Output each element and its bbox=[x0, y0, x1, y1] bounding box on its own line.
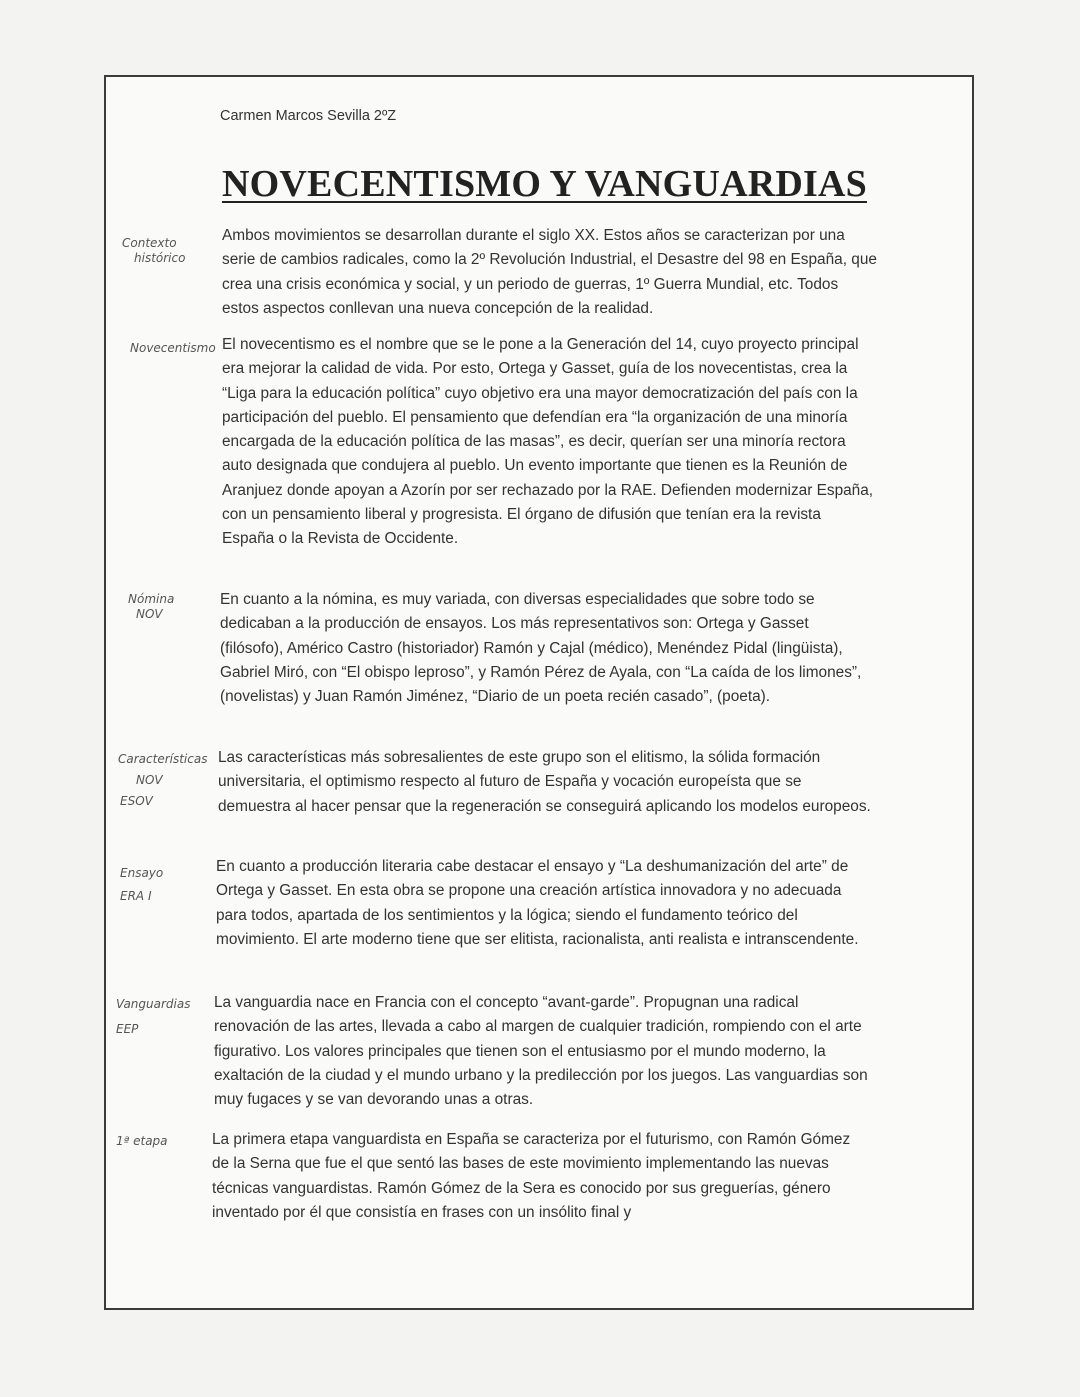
margin-note-contexto: Contexto histórico bbox=[122, 236, 186, 265]
paragraph-nomina: En cuanto a la nómina, es muy variada, con diversas especialidades que sobre todo se dedicaban a la producción de ensayos. Los más representativos son: Ortega y Gasset (filósofo), Américo Castro (historiador) Ramón y Cajal (médico), Menéndez Pidal (lingüista), Gabriel Miró, con “El obispo leproso”, y Ramón Pérez de Ayala, con “La caída de los limones”, (novelistas) y Juan Ramón Jiménez, “Diario de un poeta recién casado”, (poeta). bbox=[220, 591, 862, 706]
paragraph-contexto: Ambos movimientos se desarrollan durante el siglo XX. Estos años se caracterizan por una serie de cambios radicales, como la 2º Revolución Industrial, el Desastre del 98 en España, que crea una crisis económica y social, y un periodo de guerras, 1º Guerra Mundial, etc. Todos estos aspectos conllevan una nueva concepción de la realidad. bbox=[222, 227, 877, 317]
author-line: Carmen Marcos Sevilla 2ºZ bbox=[220, 108, 397, 124]
paragraph-ensayo: En cuanto a producción literaria cabe destacar el ensayo y “La deshumanización del arte” de Ortega y Gasset. En esta obra se propone una creación artística innovadora y no adecuada para todos, apartada de los sentimientos y la lógica; siendo el fundamento teórico del movimiento. El arte moderno tiene que ser elitista, racionalista, anti realista e intranscendente. bbox=[216, 858, 859, 948]
margin-note-ensayo: Ensayo ERA I bbox=[120, 866, 164, 903]
paragraph-vanguardias: La vanguardia nace en Francia con el concepto “avant-garde”. Propugnan una radical renovación de las artes, llevada a cabo al margen de cualquier tradición, rompiendo con el arte figurativo. Los valores principales que tienen son el entusiasmo por el mundo moderno, la exaltación de la ciudad y el mundo urbano y la predilección por los juegos. Las vanguardias son muy fugaces y se van devorando unas a otras. bbox=[214, 994, 868, 1109]
margin-note-caracteristicas: Características NOV ESOV bbox=[118, 752, 208, 808]
paragraph-novecentismo: El novecentismo es el nombre que se le pone a la Generación del 14, cuyo proyecto principal era mejorar la calidad de vida. Por esto, Ortega y Gasset, guía de los novecentistas, crea la “Liga para la educación política” cuyo objetivo era una mayor democratización del país con la participación del pueblo. El pensamiento que defendían era “la organización de una minoría encargada de la educación política de las masas”, es decir, querían ser una minoría rectora auto designada que condujera al pueblo. Un evento importante que tienen es la Reunión de Aranjuez donde apoyan a Azorín por ser rechazado por la RAE. Defienden modernizar España, con un pensamiento liberal y progresista. El órgano de difusión que tenían era la revista España o la Revista de Occidente. bbox=[222, 336, 874, 548]
margin-note-vanguardias: Vanguardias EEP bbox=[116, 997, 191, 1036]
paragraph-primera-etapa: La primera etapa vanguardista en España se caracteriza por el futurismo, con Ramón Gómez de la Serna que fue el que sentó las bases de este movimiento implementando las nuevas técnicas vanguardistas. Ramón Gómez de la Sera es conocido por sus greguerías, género inventado por él que consistía en frases con un insólito final y bbox=[212, 1131, 851, 1221]
margin-note-novecentismo: Novecentismo bbox=[130, 341, 216, 355]
margin-note-nomina: Nómina NOV bbox=[128, 592, 175, 621]
page-title: NOVECENTISMO Y VANGUARDIAS bbox=[222, 163, 867, 205]
paragraph-caracteristicas: Las características más sobresalientes de este grupo son el elitismo, la sólida formación universitaria, el optimismo respecto al futuro de España y vocación europeísta que se demuestra al hacer pensar que la regeneración se conseguirá aplicando los modelos europeos. bbox=[218, 749, 871, 815]
margin-note-primera-etapa: 1ª etapa bbox=[116, 1134, 168, 1148]
